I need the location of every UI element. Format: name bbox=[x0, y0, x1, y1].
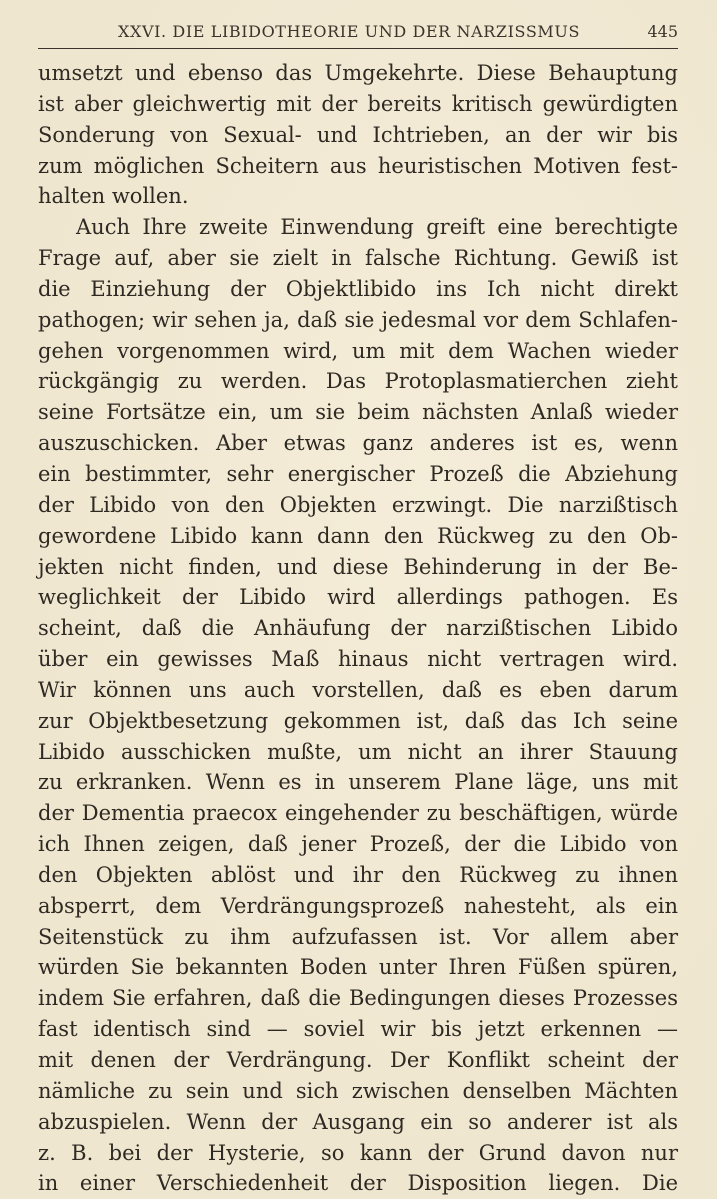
text-line: mit denen der Verdrängung. Der Konflikt scheint der bbox=[38, 1048, 678, 1072]
text-line: über ein gewisses Maß hinaus nicht vertragen wird. bbox=[38, 647, 678, 672]
text-line: seine Fortsätze ein, um sie beim nächsten Anlaß wieder bbox=[38, 400, 678, 425]
text-line: die Einziehung der Objektlibido ins Ich nicht direkt bbox=[38, 276, 678, 301]
text-line: ich Ihnen zeigen, daß jener Prozeß, der die Libido von bbox=[38, 832, 678, 857]
text-line: in einer Verschiedenheit der Disposition liegen. Die bbox=[38, 1171, 678, 1196]
text-line: der Dementia praecox eingehender zu beschäftigen, würde bbox=[38, 801, 678, 826]
running-head: XXVI. DIE LIBIDOTHEORIE UND DER NARZISSMUS bbox=[118, 22, 581, 41]
text-line: zur Objektbesetzung gekommen ist, daß das Ich seine bbox=[38, 708, 678, 733]
text-line: halten wollen. bbox=[38, 184, 189, 209]
text-line: weglichkeit der Libido wird allerdings pathogen. Es bbox=[38, 585, 678, 610]
text-line: nämliche zu sein und sich zwischen denselben Mächten bbox=[38, 1078, 678, 1103]
text-line: zum möglichen Scheitern aus heuristischen Motiven fest- bbox=[38, 153, 678, 178]
text-line: absperrt, dem Verdrängungsprozeß nahesteht, als ein bbox=[38, 893, 678, 918]
text-line: zu erkranken. Wenn es in unserem Plane läge, uns mit bbox=[38, 770, 678, 795]
text-line: Libido ausschicken mußte, um nicht an ihrer Stauung bbox=[38, 739, 678, 764]
text-line: z. B. bei der Hysterie, so kann der Grund davon nur bbox=[38, 1140, 678, 1165]
text-line: gehen vorgenommen wird, um mit dem Wachen wieder bbox=[38, 338, 678, 363]
text-line: jekten nicht finden, und diese Behinderung in der Be- bbox=[38, 554, 678, 579]
text-line: der Libido von den Objekten erzwingt. Die narzißtisch bbox=[38, 492, 678, 517]
text-line: Wir können uns auch vorstellen, daß es eben darum bbox=[38, 677, 678, 702]
text-line: abzuspielen. Wenn der Ausgang ein so anderer ist als bbox=[38, 1109, 678, 1134]
paragraph bbox=[38, 212, 678, 1199]
text-line: Sonderung von Sexual- und Ichtrieben, an der wir bis bbox=[38, 122, 678, 147]
text-line: würden Sie bekannten Boden unter Ihren Füßen spüren, bbox=[38, 955, 678, 980]
body-text bbox=[38, 58, 678, 1199]
page-header bbox=[38, 20, 678, 49]
text-line: Auch Ihre zweite Einwendung greift eine berechtigte bbox=[76, 215, 678, 240]
text-line: indem Sie erfahren, daß die Bedingungen dieses Prozesses bbox=[38, 986, 678, 1011]
page-number: 445 bbox=[647, 22, 678, 41]
text-line: gewordene Libido kann dann den Rückweg zu den Ob- bbox=[38, 523, 678, 548]
text-line: auszuschicken. Aber etwas ganz anderes ist es, wenn bbox=[38, 431, 678, 456]
text-line: ist aber gleichwertig mit der bereits kritisch gewürdigten bbox=[38, 91, 678, 116]
text-line: scheint, daß die Anhäufung der narzißtischen Libido bbox=[38, 616, 678, 641]
text-line: rückgängig zu werden. Das Protoplasmatierchen zieht bbox=[38, 369, 678, 394]
text-line: Seitenstück zu ihm aufzufassen ist. Vor allem aber bbox=[38, 924, 678, 949]
paragraph bbox=[38, 58, 678, 212]
text-line: fast identisch sind — soviel wir bis jetzt erkennen — bbox=[38, 1017, 678, 1042]
text-line: Frage auf, aber sie zielt in falsche Richtung. Gewiß ist bbox=[38, 246, 678, 271]
text-line: umsetzt und ebenso das Umgekehrte. Diese Behauptung bbox=[38, 61, 678, 85]
text-line: pathogen; wir sehen ja, daß sie jedesmal vor dem Schlafen- bbox=[38, 307, 678, 332]
text-line: den Objekten ablöst und ihr den Rückweg zu ihnen bbox=[38, 862, 678, 887]
text-line: ein bestimmter, sehr energischer Prozeß die Abziehung bbox=[38, 461, 678, 486]
